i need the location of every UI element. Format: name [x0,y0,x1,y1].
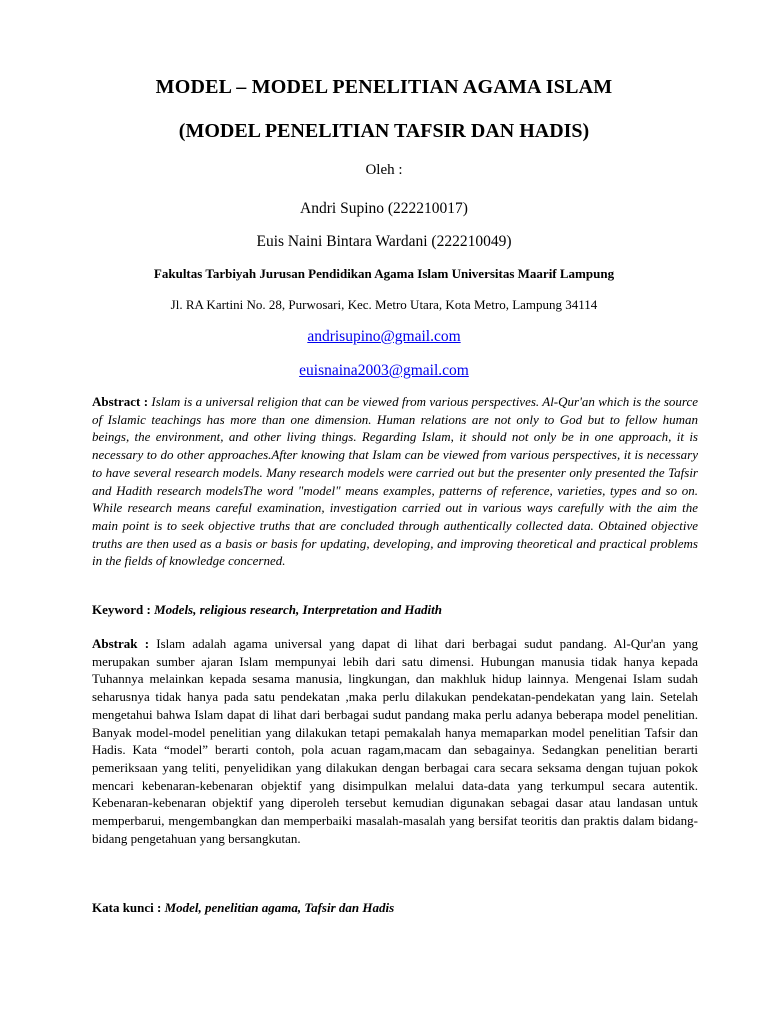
author-name: Andri Supino (222210017) [300,200,468,217]
email-link[interactable]: andrisupino@gmail.com [307,328,461,345]
kata-kunci-label: Kata kunci : [92,900,162,915]
abstract-english [92,393,698,570]
email-link[interactable]: euisnaina2003@gmail.com [299,362,469,379]
keyword-values: Models, religious research, Interpretation and Hadith [154,602,442,617]
abstrak-text: Islam adalah agama universal yang dapat di lihat dari berbagai sudut pandang. Al-Qur'an yang merupakan sumber ajaran Islam mempunyai lebih dari satu dimensi. Hubungan manusia tidak hanya kepada Tuhannya melainkan kepada sesama manusia, lingkungan, dan makhluk hidup lainnya. Mengenai Islam sudah seharusnya tidak hanya pada satu pendekatan ,maka perlu dilakukan pendekatan-pendekatan yang lain. Setelah mengetahui bahwa Islam dapat di lihat dari berbagai sudut pandang maka perlu adanya beberapa model penelitian. Banyak model-model penelitian yang dilakukan tetapi pemakalah hanya memaparkan model penelitian Tafsir dan Hadis. Kata “model” berarti contoh, pola acuan ragam,macam dan sebagainya. Sedangkan penelitian berarti pemeriksaan yang teliti, penyelidikan yang dilakukan dengan berbagai cara secara seksama dengan tujuan pokok mencari kebenaran-kebenaran objektif yang disimpulkan melalui data-data yang terkumpul secara autentik. Kebenaran-kebenaran objektif yang diperoleh tersebut kemudian digunakan sebagai dasar atau landasan untuk memperbarui, mengembangkan dan memperbaiki masalah-masalah yang bersifat teoritis dan praktis dalam bidang-bidang pengetahuan yang bersangkutan. [92,636,699,846]
by-label: Oleh : [365,162,403,178]
abstrak-label: Abstrak : [92,636,150,651]
abstract-label: Abstract : [92,394,149,409]
keywords-indonesian [92,900,394,916]
author-name: Euis Naini Bintara Wardani (222210049) [256,233,512,250]
abstract-text: Islam is a universal religion that can be viewed from various perspectives. Al-Qur'an which is the source of Islamic teachings has more than one dimension. Human relations are not only to God but to fellow human beings, the environment, and other living things. Regarding Islam, it should not only be in one approach, it is necessary to do other approaches.After knowing that Islam can be viewed from various perspectives, it is necessary to have several research models. Many research models were carried out but the presenter only presented the Tafsir and Hadith research modelsThe word "model" means examples, patterns of reference, varieties, types and so on. While research means careful examination, investigation carried out in various ways carefully with the aim the main point is to seek objective truths that are concluded through authentically collected data. Obtained objective truths are then used as a basis or basis for updating, developing, and improving theoretical and practical problems in the fields of knowledge concerned. [92,394,698,569]
keyword-label: Keyword : [92,602,151,617]
abstract-indonesian [92,635,698,847]
address: Jl. RA Kartini No. 28, Purwosari, Kec. Metro Utara, Kota Metro, Lampung 34114 [170,297,598,312]
email-line [0,362,768,380]
keywords-english [92,602,442,618]
paper-subtitle: (MODEL PENELITIAN TAFSIR DAN HADIS) [178,120,590,142]
affiliation: Fakultas Tarbiyah Jurusan Pendidikan Agama Islam Universitas Maarif Lampung [153,266,615,281]
kata-kunci-values: Model, penelitian agama, Tafsir dan Hadis [164,900,395,915]
paper-title: MODEL – MODEL PENELITIAN AGAMA ISLAM [155,76,613,98]
email-line [0,328,768,346]
